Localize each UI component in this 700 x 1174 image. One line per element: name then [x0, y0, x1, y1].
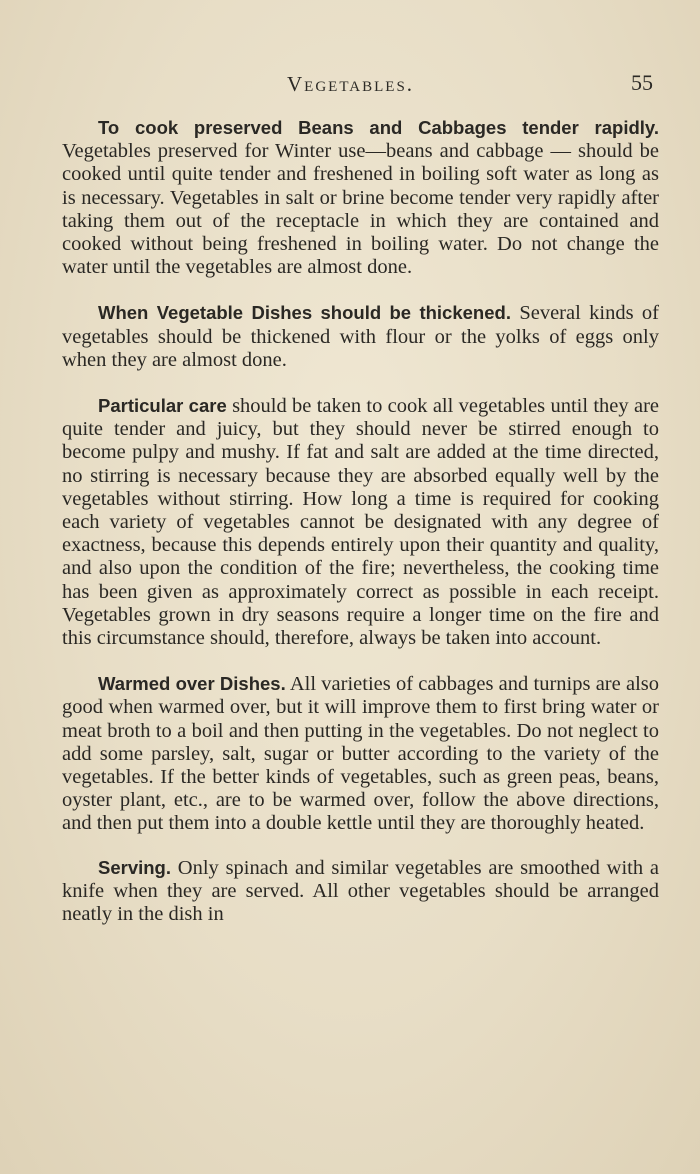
paragraph-text: All varieties of cabbages and turnips are also good when warmed over, but it will improve them to first bring water or meat broth to a boil and then putting in the vegetables. Do not neglect to add some parsley, salt, sugar or butter according to the variety of the vegetables. If the better kinds of vegetables, such as green peas, beans, oyster plant, etc., are to be warmed over, follow the above directions, and then put them into a double kettle until they are thoroughly heated.: [62, 673, 659, 835]
paragraph-particular-care: [62, 394, 659, 650]
running-head: [0, 68, 700, 102]
page-number: 55: [631, 70, 653, 95]
running-title: Vegetables.: [287, 72, 415, 96]
paragraph-heading: Particular care: [98, 395, 227, 417]
paragraph-text: should be taken to cook all vegetables until they are quite tender and juicy, but they should never be stirred enough to become pulpy and mushy. If fat and salt are added at the time directed, no stirring is necessary because they are absorbed equally well by the vegetables without stirring. How long a time is required for cooking each variety of vegetables cannot be designated with any degree of exactness, because this depends entirely upon their quantity and quality, and also upon the condition of the fire; nevertheless, the cooking time has been given as approximately correct as possible in each receipt. Vegetables grown in dry seasons require a longer time on the fire and this circumstance should, therefore, always be taken into account.: [62, 395, 659, 650]
paragraph-heading: To cook preserved Beans and Cabbages tender rapidly.: [98, 117, 659, 138]
paragraph-heading: Warmed over Dishes.: [98, 673, 286, 695]
paragraph-text: Several kinds of vegetables should be thickened with flour or the yolks of eggs only when they are almost done.: [62, 302, 659, 371]
paragraph-serving: [62, 856, 659, 927]
paragraph-heading: When Vegetable Dishes should be thickened.: [98, 302, 511, 324]
paragraph-thickened: [62, 301, 659, 372]
paragraph-heading: Serving.: [98, 856, 171, 878]
paragraph-warmed-over: [62, 672, 659, 835]
paragraph-text: Only spinach and similar vegetables are smoothed with a knife when they are served. All other vegetables should be arranged neatly in the dish in: [62, 856, 659, 926]
paragraph-cook-preserved: [62, 116, 659, 279]
page-body: [62, 116, 659, 926]
paragraph-text: Vegetables preserved for Winter use—beans and cabbage — should be cooked until quite tender and freshened in boiling soft water as long as is necessary. Vegetables in salt or brine become tender very rapidly after taking them out of the receptacle in which they are contained and cooked without being freshened in boiling water. Do not change the water until the vegetables are almost done.: [62, 140, 659, 279]
